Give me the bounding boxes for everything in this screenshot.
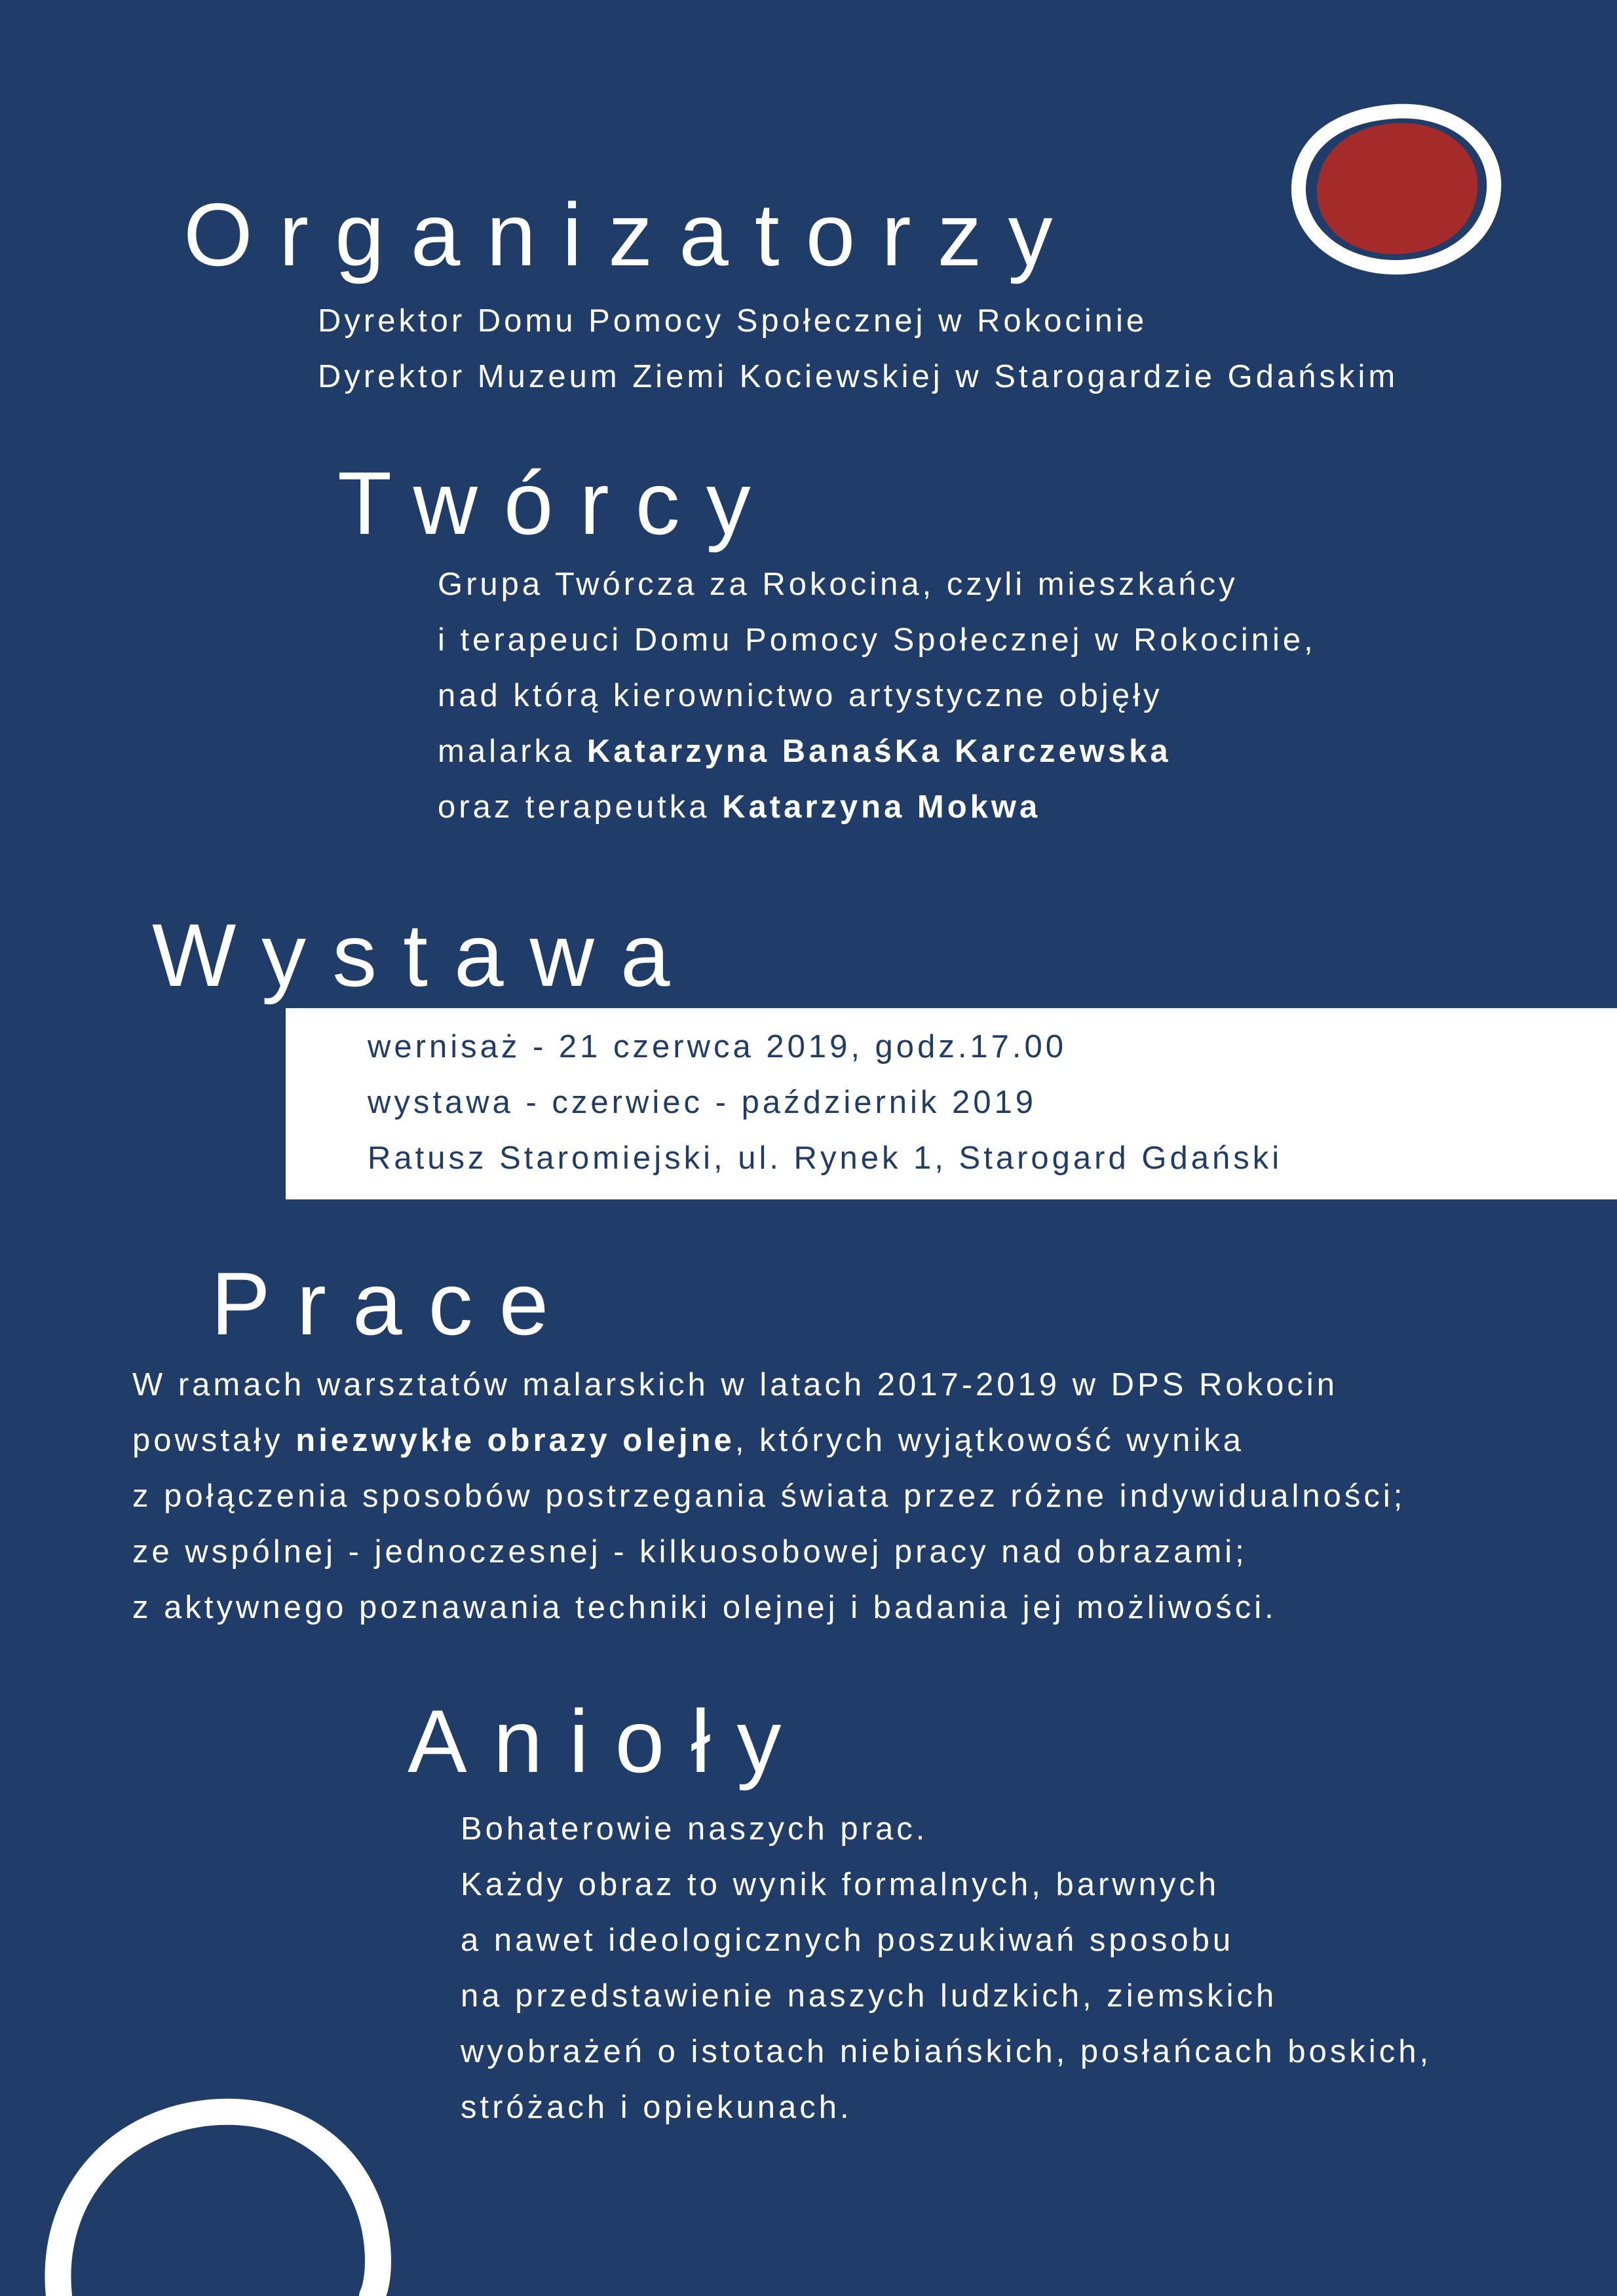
artist-name: Katarzyna BanaśKa Karczewska [586,734,1171,769]
anioly-line: Bohaterowie naszych prac. [461,1811,928,1847]
ring-icon [39,2044,406,2296]
wystawa-dates-line: wystawa - czerwiec - październik 2019 [368,1085,1037,1120]
prace-text-part: powstały [132,1423,296,1458]
wystawa-details [368,1019,1282,1186]
wystawa-heading: Wystawa [152,905,696,1005]
anioly-text [461,1801,1432,2136]
prace-highlight: niezwykłe obrazy olejne [295,1423,735,1458]
tworcy-line: nad którą kierownictwo artystyczne objęły [438,678,1163,713]
anioly-line: wyobrażeń o istotach niebiańskich, posłańcach boskich, [461,2034,1432,2069]
prace-line: z połączenia sposobów postrzegania świata przez różne indywidualności; [132,1478,1406,1514]
tworcy-heading: Twórcy [337,453,777,553]
tworcy-line [438,724,1316,780]
anioly-heading: Anioły [408,1691,808,1791]
prace-line: z aktywnego poznawania techniki olejnej i badania jej możliwości. [132,1590,1277,1625]
tworcy-role: oraz terapeutka [438,789,723,825]
tworcy-line [438,780,1316,835]
tworcy-line: i terapeuci Domu Pomocy Społecznej w Rokocinie, [438,622,1316,658]
prace-heading: Prace [211,1254,575,1353]
anioly-line: Każdy obraz to wynik formalnych, barwnych [461,1867,1220,1902]
organizer-line: Dyrektor Muzeum Ziemi Kociewskiej w Starogardzie Gdańskim [318,359,1399,394]
therapist-name: Katarzyna Mokwa [722,789,1041,825]
anioly-line: stróżach i opiekunach. [461,2090,852,2125]
prace-line: ze wspólnej - jednoczesnej - kilkuosobowej pracy nad obrazami; [132,1534,1247,1570]
prace-line [132,1413,1405,1469]
prace-text-part: , których wyjątkowość wynika [734,1423,1245,1458]
anioly-line: a nawet ideologicznych poszukiwań sposobu [461,1923,1234,1958]
red-dot-icon [1278,92,1513,288]
wystawa-location-line: Ratusz Staromiejski, ul. Rynek 1, Starogard Gdański [368,1140,1283,1176]
tworcy-line: Grupa Twórcza za Rokocina, czyli mieszkańcy [438,567,1238,602]
anioly-line: na przedstawienie naszych ludzkich, ziemskich [461,1978,1278,2014]
organizatorzy-heading: Organizatorzy [183,185,1079,284]
wernisaz-line: wernisaż - 21 czerwca 2019, godz.17.00 [368,1029,1067,1064]
tworcy-role: malarka [438,734,587,769]
wystawa-info-strip [286,1008,1617,1199]
organizatorzy-list [318,293,1398,405]
prace-text [132,1357,1405,1636]
tworcy-text [438,557,1316,835]
prace-line: W ramach warsztatów malarskich w latach 2017-2019 w DPS Rokocin [132,1367,1339,1402]
organizer-line: Dyrektor Domu Pomocy Społecznej w Rokocinie [318,303,1148,339]
